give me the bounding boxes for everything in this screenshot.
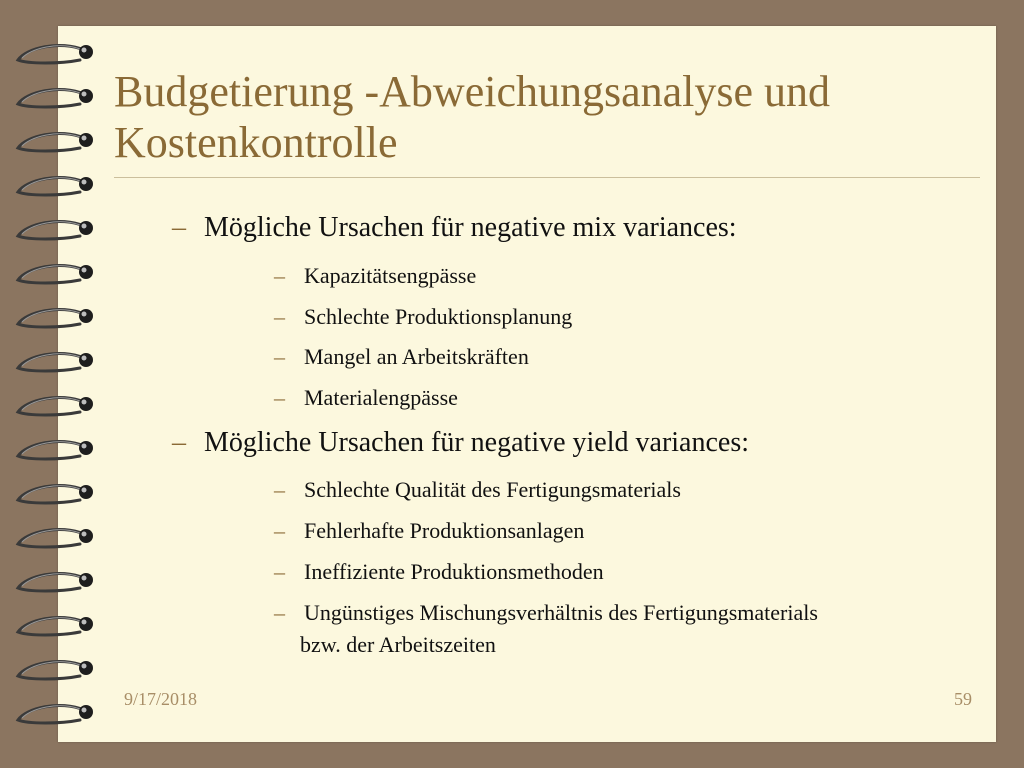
list-item bbox=[274, 556, 604, 588]
binding-ring bbox=[18, 573, 93, 591]
dash-marker: – bbox=[274, 518, 285, 543]
binding-ring bbox=[18, 705, 93, 723]
section-heading-text: Mögliche Ursachen für negative yield variances: bbox=[204, 427, 750, 458]
binding-ring bbox=[18, 661, 93, 679]
dash-marker: – bbox=[172, 212, 186, 243]
section-heading-yield bbox=[172, 427, 749, 459]
dash-marker: – bbox=[274, 385, 285, 410]
dash-marker: – bbox=[274, 344, 285, 369]
binding-ring bbox=[18, 309, 93, 327]
dash-marker: – bbox=[274, 600, 285, 625]
binding-ring bbox=[18, 617, 93, 635]
binding-ring bbox=[18, 485, 93, 503]
section-heading-text: Mögliche Ursachen für negative mix variances: bbox=[204, 212, 737, 243]
list-item bbox=[274, 260, 476, 292]
list-item bbox=[274, 597, 818, 661]
list-item bbox=[274, 382, 458, 414]
binding-ring bbox=[18, 529, 93, 547]
dash-marker: – bbox=[274, 477, 285, 502]
slide-number: 59 bbox=[954, 689, 972, 709]
slide-page bbox=[58, 26, 996, 742]
dash-marker: – bbox=[274, 263, 285, 288]
list-item-text: Kapazitätsengpässe bbox=[304, 263, 477, 288]
list-item-text: Ungünstiges Mischungsverhältnis des Fertigungsmaterials bbox=[304, 600, 818, 625]
list-item-text: Materialengpässe bbox=[304, 385, 458, 410]
binding-ring bbox=[18, 265, 93, 283]
list-item-text-continued: bzw. der Arbeitszeiten bbox=[300, 632, 496, 657]
list-item-text: Mangel an Arbeitskräften bbox=[304, 344, 529, 369]
list-item bbox=[274, 301, 572, 333]
list-item bbox=[274, 341, 529, 373]
binding-ring bbox=[18, 177, 93, 195]
list-item-text: Schlechte Qualität des Fertigungsmaterials bbox=[304, 477, 681, 502]
binding-ring bbox=[18, 397, 93, 415]
dash-marker: – bbox=[274, 304, 285, 329]
slide-title: Budgetierung -Abweichungsanalyse und Kostenkontrolle bbox=[114, 67, 831, 167]
spiral-binding bbox=[0, 0, 110, 768]
list-item bbox=[274, 515, 584, 547]
list-item-text: Ineffiziente Produktionsmethoden bbox=[304, 559, 604, 584]
list-item bbox=[274, 474, 681, 506]
slide-content bbox=[58, 26, 996, 742]
binding-ring bbox=[18, 353, 93, 371]
binding-ring bbox=[18, 89, 93, 107]
dash-marker: – bbox=[172, 427, 186, 458]
list-item-text: Schlechte Produktionsplanung bbox=[304, 304, 573, 329]
binding-ring bbox=[18, 441, 93, 459]
dash-marker: – bbox=[274, 559, 285, 584]
binding-ring bbox=[18, 133, 93, 151]
section-heading-mix bbox=[172, 212, 737, 244]
list-item-text: Fehlerhafte Produktionsanlagen bbox=[304, 518, 585, 543]
binding-ring bbox=[18, 45, 93, 63]
binding-ring bbox=[18, 221, 93, 239]
footer-date: 9/17/2018 bbox=[124, 689, 198, 709]
